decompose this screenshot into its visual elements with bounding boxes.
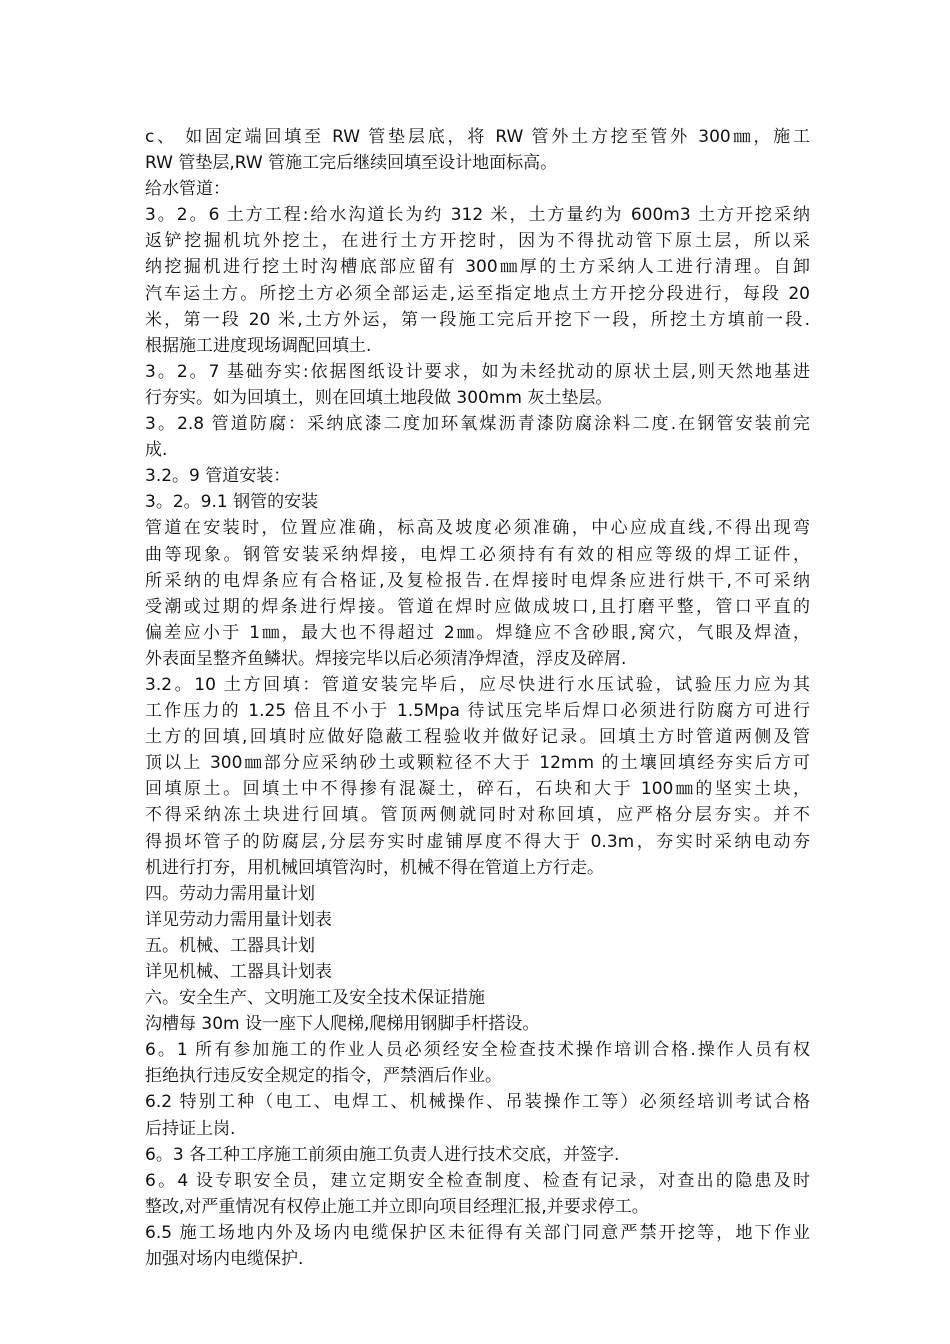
text-line: 回填原土。回填土中不得掺有混凝土，碎石，石块和大于 100㎜的坚实土块， bbox=[145, 779, 810, 800]
text-line: 成. bbox=[145, 440, 168, 461]
text-line: 沟槽每 30m 设一座下人爬梯,爬梯用钢脚手杆搭设。 bbox=[145, 1014, 540, 1035]
text-line: 6。4 设专职安全员，建立定期安全检查制度、检查有记录，对查出的隐患及时 bbox=[145, 1170, 810, 1191]
section-heading: 3.2。9 管道安装： bbox=[145, 466, 291, 487]
text-line: 所采纳的电焊条应有合格证,及复检报告.在焊接时电焊条应进行烘干,不可采纳 bbox=[145, 570, 810, 591]
text-line: 土方的回填,回填时应做好隐蔽工程验收并做好记录。回填土方时管道两侧及管 bbox=[145, 727, 810, 748]
text-line: 整改,对严重情况有权停止施工并立即向项目经理汇报,并要求停工。 bbox=[145, 1196, 649, 1217]
text-line: 外表面呈整齐鱼鳞状。焊接完毕以后必须清净焊渣，浮皮及碎屑. bbox=[145, 648, 627, 669]
text-line: 6。1 所有参加施工的作业人员必须经安全检查技术操作培训合格.操作人员有权 bbox=[145, 1040, 810, 1061]
text-line: 汽车运土方。所挖土方必须全部运走,运至指定地点土方开挖分段进行，每段 20 bbox=[145, 283, 810, 304]
document-body bbox=[145, 124, 810, 1272]
text-line: 3。2。6 土方工程:给水沟道长为约 312 米，土方量约为 600m3 土方开挖采纳 bbox=[145, 205, 810, 226]
text-line: 受潮或过期的焊条进行焊接。管道在焊时应做成坡口,且打磨平整，管口平直的 bbox=[145, 596, 810, 617]
text-line: 返铲挖掘机坑外挖土，在进行土方开挖时，因为不得扰动管下原土层，所以采 bbox=[145, 231, 810, 252]
text-line: 6.5 施工场地内外及场内电缆保护区未征得有关部门同意严禁开挖等，地下作业 bbox=[145, 1222, 810, 1243]
text-line: 3。2。7 基础夯实:依据图纸设计要求，如为未经扰动的原状土层,则天然地基进 bbox=[145, 361, 810, 382]
text-line: 工作压力的 1.25 倍且不小于 1.5Mpa 待试压完毕后焊口必须进行防腐方可进行 bbox=[145, 701, 810, 722]
text-line: 后持证上岗. bbox=[145, 1118, 236, 1139]
text-line: 行夯实。如为回填土，则在回填土地段做 300mm 灰土垫层。 bbox=[145, 387, 613, 408]
text-line: 纳挖掘机进行挖土时沟槽底部应留有 300㎜厚的土方采纳人工进行清理。自卸 bbox=[145, 257, 810, 278]
text-line: 根据施工进度现场调配回填土. bbox=[145, 335, 372, 356]
text-line: 得损坏管子的防腐层,分层夯实时虚铺厚度不得大于 0.3m，夯实时采纳电动夯 bbox=[145, 831, 810, 852]
text-line: 6.2 特别工种（电工、电焊工、机械操作、吊装操作工等）必须经培训考试合格 bbox=[145, 1092, 810, 1113]
text-line: RW 管垫层,RW 管施工完后继续回填至设计地面标高。 bbox=[145, 153, 558, 174]
text-line: 不得采纳冻土块进行回填。管顶两侧就同时对称回填，应严格分层夯实。并不 bbox=[145, 805, 810, 826]
text-line: 偏差应小于 1㎜，最大也不得超过 2㎜。焊缝应不含砂眼,窝穴，气眼及焊渣， bbox=[145, 622, 810, 643]
text-line: 详见机械、工器具计划表 bbox=[145, 962, 332, 982]
section-heading: 四。劳动力需用量计划 bbox=[145, 883, 315, 904]
text-line: 米，第一段 20 米,土方外运，第一段施工完后开挖下一段，所挖土方填前一段. bbox=[145, 309, 810, 330]
text-line: 加强对场内电缆保护. bbox=[145, 1249, 304, 1270]
text-line: 3.2。10 土方回填：管道安装完毕后，应尽快进行水压试验，试验压力应为其 bbox=[145, 674, 810, 695]
text-line: 3。2.8 管道防腐：采纳底漆二度加环氧煤沥青漆防腐涂料二度.在钢管安装前完 bbox=[145, 414, 810, 435]
text-line: 顶以上 300㎜部分应采纳砂土或颗粒径不大于 12mm 的土壤回填经夯实后方可 bbox=[145, 753, 810, 774]
text-line: 拒绝执行违反安全规定的指令，严禁酒后作业。 bbox=[145, 1066, 502, 1087]
section-heading: 五。机械、工器具计划 bbox=[145, 935, 315, 956]
text-line: 管道在安装时，位置应准确，标高及坡度必须准确，中心应成直线,不得出现弯 bbox=[145, 518, 810, 539]
text-line: 详见劳动力需用量计划表 bbox=[145, 909, 332, 930]
text-line: 机进行打夯，用机械回填管沟时，机械不得在管道上方行走。 bbox=[145, 857, 604, 878]
section-heading: 六。安全生产、文明施工及安全技术保证措施 bbox=[145, 988, 485, 1009]
section-heading: 给水管道： bbox=[145, 179, 230, 200]
text-line: 6。3 各工种工序施工前须由施工负责人进行技术交底，并签字. bbox=[145, 1144, 620, 1165]
section-heading: 3。2。9.1 钢管的安装 bbox=[145, 492, 319, 513]
text-line: 曲等现象。钢管安装采纳焊接，电焊工必须持有有效的相应等级的焊工证件， bbox=[145, 544, 810, 565]
text-line: c、 如固定端回填至 RW 管垫层底，将 RW 管外土方挖至管外 300㎜，施工 bbox=[145, 127, 810, 147]
